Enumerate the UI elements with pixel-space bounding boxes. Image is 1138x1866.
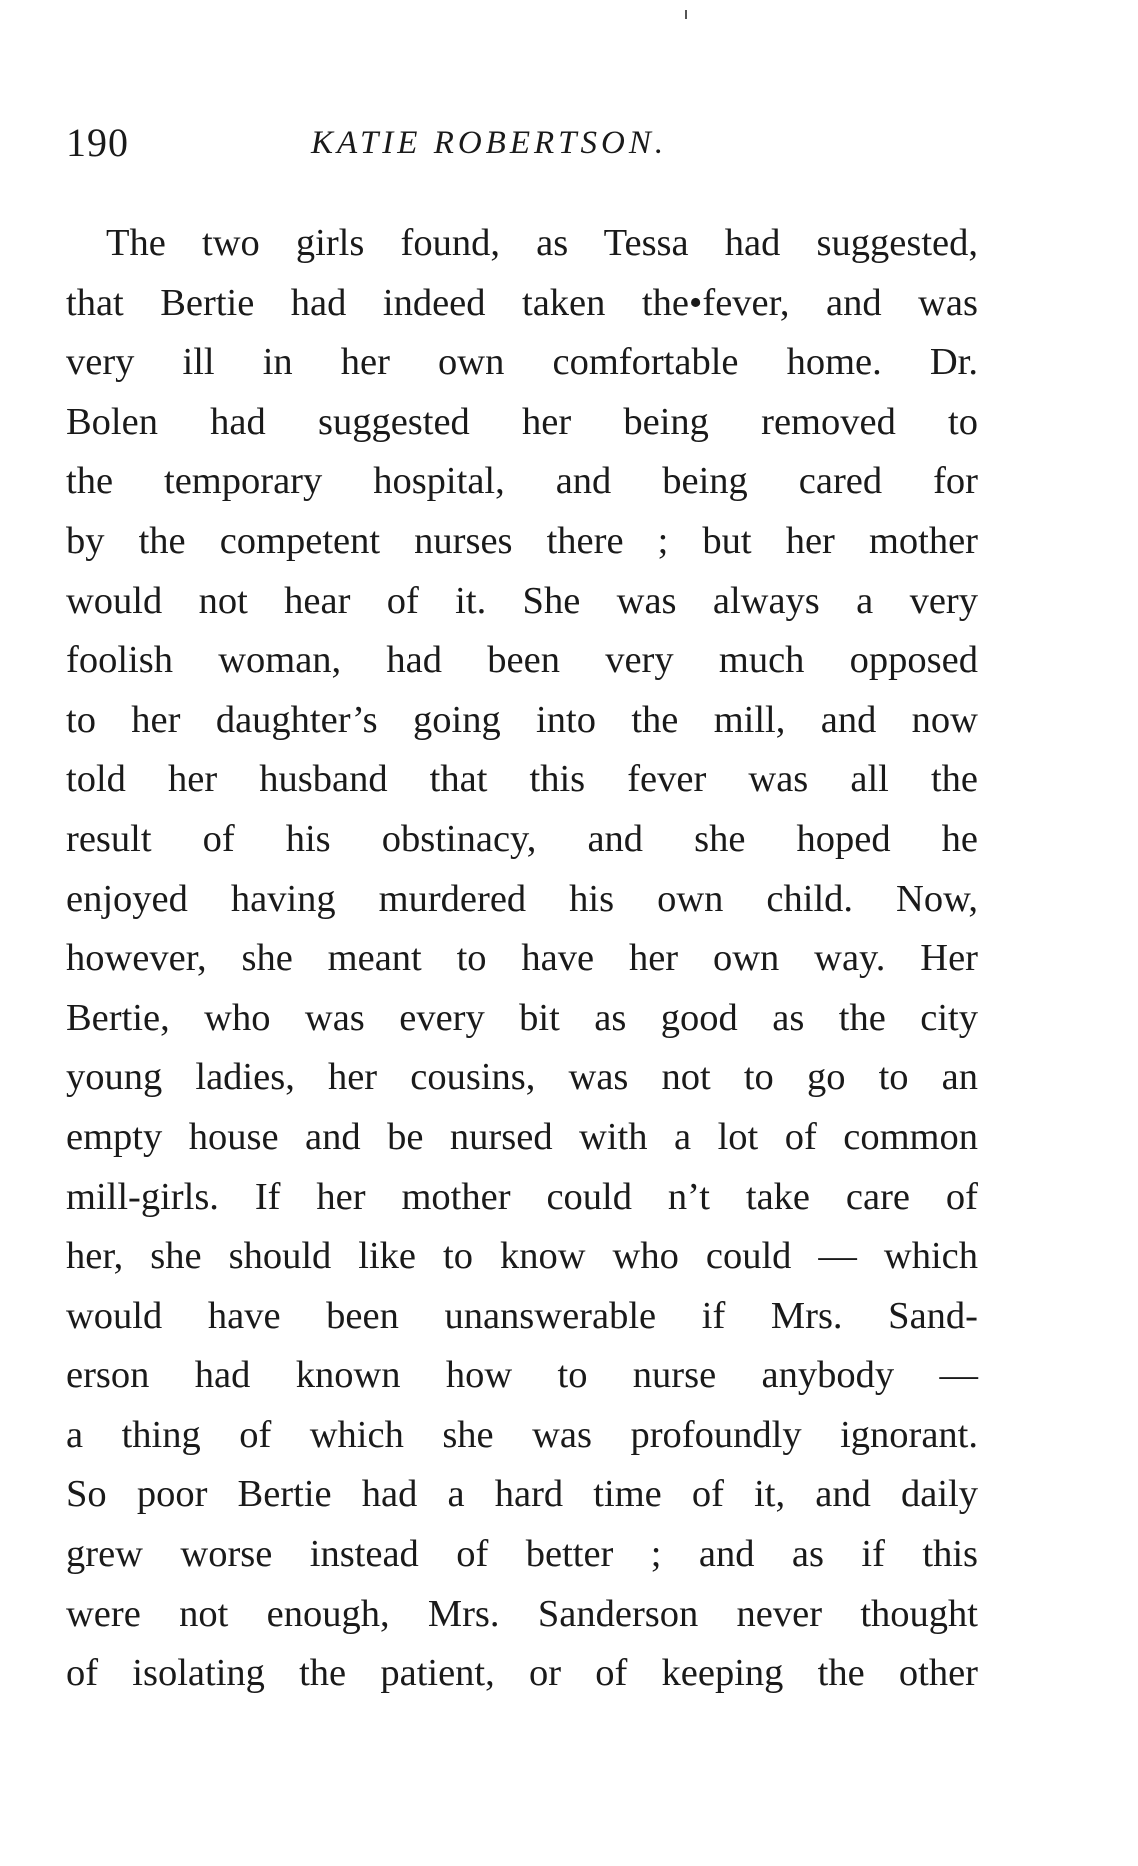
text-line: the temporary hospital, and being cared for [66,460,978,503]
text-line: that Bertie had indeed taken the•fever, and was [66,281,978,324]
text-line: empty house and be nursed with a lot of common [66,1115,978,1158]
text-line: her, she should like to know who could — which [66,1235,978,1278]
text-line: Bertie, who was every bit as good as the city [66,996,978,1039]
running-head [66,118,1056,168]
body-text [66,214,978,1704]
text-line: of isolating the patient, or of keeping the other [66,1652,978,1695]
text-line: So poor Bertie had a hard time of it, and daily [66,1473,978,1516]
text-line: grew worse instead of better ; and as if this [66,1533,978,1576]
text-line: young ladies, her cousins, was not to go to an [66,1056,978,1099]
text-line: would have been unanswerable if Mrs. Sand- [66,1294,978,1337]
text-line: by the competent nurses there ; but her mother [66,519,978,562]
text-line: erson had known how to nurse anybody — [66,1354,978,1397]
print-speck [685,10,687,19]
text-line: however, she meant to have her own way. Her [66,937,978,980]
text-line: foolish woman, had been very much opposed [66,639,978,682]
running-title: KATIE ROBERTSON. [311,125,668,161]
text-line: would not hear of it. She was always a very [66,579,978,622]
text-line: The two girls found, as Tessa had suggested, [106,222,978,264]
page-number: 190 [66,120,129,165]
text-line: were not enough, Mrs. Sanderson never thought [66,1592,978,1635]
text-line: a thing of which she was profoundly ignorant. [66,1413,978,1456]
text-line: enjoyed having murdered his own child. Now, [66,877,978,920]
text-line: mill-girls. If her mother could n’t take care of [66,1175,978,1218]
text-line: result of his obstinacy, and she hoped he [66,817,978,860]
text-line: Bolen had suggested her being removed to [66,400,978,443]
text-line: very ill in her own comfortable home. Dr. [66,341,978,384]
text-line: told her husband that this fever was all the [66,758,978,801]
text-line: to her daughter’s going into the mill, and now [66,698,978,741]
